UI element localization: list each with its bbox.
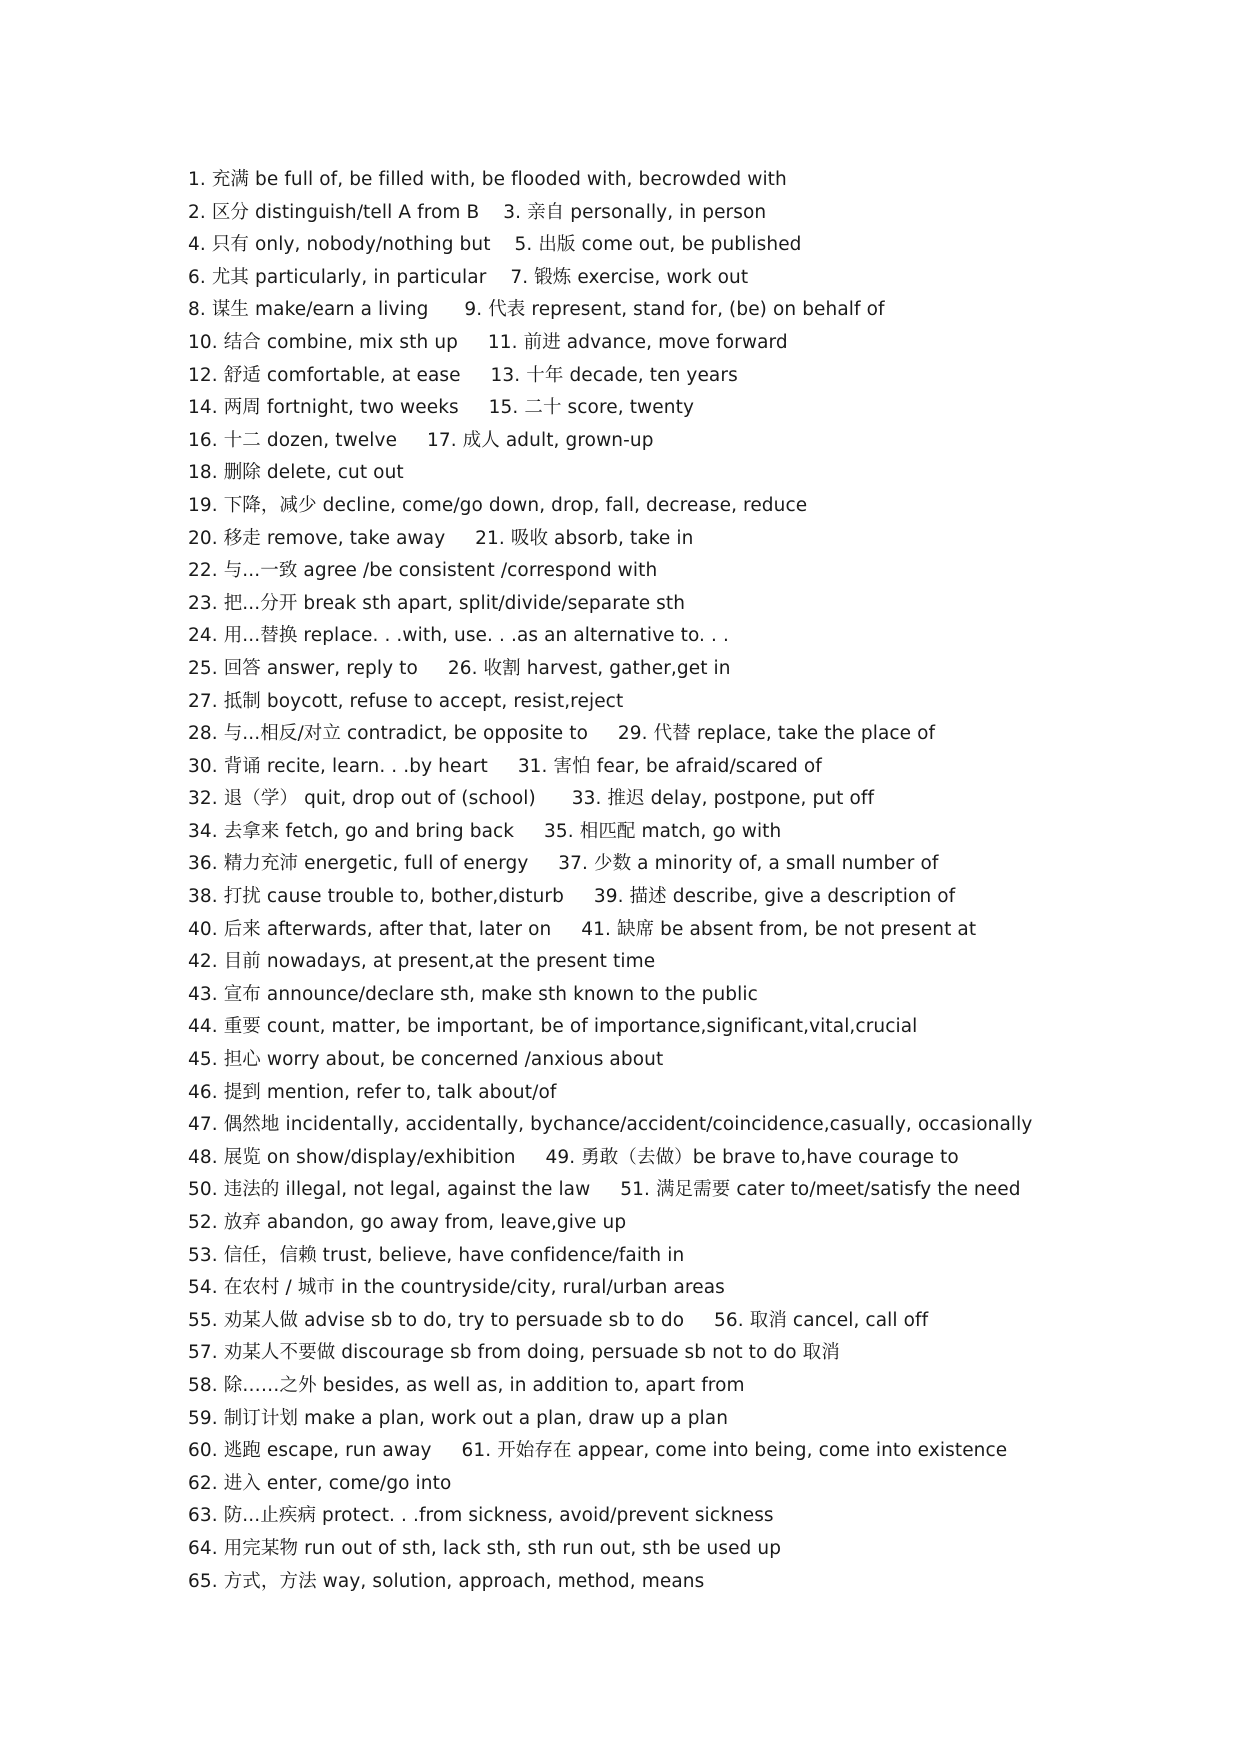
vocab-line: 27. 抵制 boycott, refuse to accept, resist,reject	[188, 690, 624, 712]
vocab-line: 53. 信任，信赖 trust, believe, have confidence/faith in	[188, 1244, 685, 1266]
vocabulary-list	[188, 164, 1208, 1598]
vocab-line: 65. 方式，方法 way, solution, approach, method, means	[188, 1570, 705, 1592]
vocab-line: 57. 劝某人不要做 discourage sb from doing, persuade sb not to do 取消	[188, 1342, 840, 1364]
vocab-line: 12. 舒适 comfortable, at ease 13. 十年 decade, ten years	[188, 364, 738, 386]
vocab-line: 1. 充满 be full of, be filled with, be flooded with, becrowded with	[188, 169, 787, 190]
vocab-line: 24. 用...替换 replace. . .with, use. . .as an alternative to. . .	[188, 625, 729, 647]
vocab-line: 59. 制订计划 make a plan, work out a plan, draw up a plan	[188, 1407, 729, 1429]
vocab-line: 50. 违法的 illegal, not legal, against the law 51. 满足需要 cater to/meet/satisfy the need	[188, 1179, 1021, 1201]
vocab-line: 19. 下降，减少 decline, come/go down, drop, fall, decrease, reduce	[188, 494, 808, 516]
vocab-line: 4. 只有 only, nobody/nothing but 5. 出版 come out, be published	[188, 234, 802, 256]
vocab-line: 45. 担心 worry about, be concerned /anxious about	[188, 1049, 664, 1071]
vocab-line: 14. 两周 fortnight, two weeks 15. 二十 score, twenty	[188, 397, 695, 419]
vocab-line: 34. 去拿来 fetch, go and bring back 35. 相匹配 match, go with	[188, 820, 782, 842]
vocab-line: 62. 进入 enter, come/go into	[188, 1472, 452, 1494]
vocab-line: 64. 用完某物 run out of sth, lack sth, sth run out, sth be used up	[188, 1537, 782, 1559]
vocab-line: 60. 逃跑 escape, run away 61. 开始存在 appear, come into being, come into existence	[188, 1440, 1008, 1462]
vocab-line: 58. 除……之外 besides, as well as, in addition to, apart from	[188, 1374, 745, 1396]
vocab-line: 20. 移走 remove, take away 21. 吸收 absorb, take in	[188, 527, 694, 549]
vocab-line: 10. 结合 combine, mix sth up 11. 前进 advance, move forward	[188, 331, 788, 353]
vocab-line: 23. 把...分开 break sth apart, split/divide/separate sth	[188, 592, 686, 614]
vocab-line: 2. 区分 distinguish/tell A from B 3. 亲自 personally, in person	[188, 201, 767, 223]
vocab-line: 6. 尤其 particularly, in particular 7. 锻炼 exercise, work out	[188, 266, 749, 288]
vocab-line: 30. 背诵 recite, learn. . .by heart 31. 害怕 fear, be afraid/scared of	[188, 755, 822, 777]
vocab-line: 47. 偶然地 incidentally, accidentally, bychance/accident/coincidence,casually, occasionally	[188, 1114, 1033, 1136]
vocab-line: 25. 回答 answer, reply to 26. 收割 harvest, gather,get in	[188, 657, 731, 679]
vocab-line: 16. 十二 dozen, twelve 17. 成人 adult, grown-up	[188, 429, 654, 451]
vocab-line: 63. 防...止疾病 protect. . .from sickness, avoid/prevent sickness	[188, 1505, 774, 1527]
vocab-line: 48. 展览 on show/display/exhibition 49. 勇敢（去做）be brave to,have courage to	[188, 1146, 959, 1168]
vocab-line: 8. 谋生 make/earn a living 9. 代表 represent, stand for, (be) on behalf of	[188, 299, 885, 321]
vocab-line: 36. 精力充沛 energetic, full of energy 37. 少数 a minority of, a small number of	[188, 853, 939, 875]
vocab-line: 28. 与...相反/对立 contradict, be opposite to 29. 代替 replace, take the place of	[188, 723, 936, 745]
vocab-line: 46. 提到 mention, refer to, talk about/of	[188, 1081, 557, 1103]
vocab-line: 43. 宣布 announce/declare sth, make sth known to the public	[188, 983, 758, 1005]
vocab-line: 18. 删除 delete, cut out	[188, 462, 404, 484]
vocab-line: 40. 后来 afterwards, after that, later on 41. 缺席 be absent from, be not present at	[188, 918, 977, 940]
vocab-line: 42. 目前 nowadays, at present,at the present time	[188, 951, 656, 973]
vocab-line: 38. 打扰 cause trouble to, bother,disturb 39. 描述 describe, give a description of	[188, 886, 956, 908]
vocab-line: 32. 退（学） quit, drop out of (school) 33. 推迟 delay, postpone, put off	[188, 788, 875, 810]
vocab-line: 54. 在农村 / 城市 in the countryside/city, rural/urban areas	[188, 1277, 725, 1299]
vocab-line: 44. 重要 count, matter, be important, be of importance,significant,vital,crucial	[188, 1016, 918, 1038]
vocab-line: 22. 与...一致 agree /be consistent /correspond with	[188, 560, 658, 582]
vocab-line: 55. 劝某人做 advise sb to do, try to persuade sb to do 56. 取消 cancel, call off	[188, 1309, 929, 1331]
vocab-line: 52. 放弃 abandon, go away from, leave,give up	[188, 1212, 627, 1233]
